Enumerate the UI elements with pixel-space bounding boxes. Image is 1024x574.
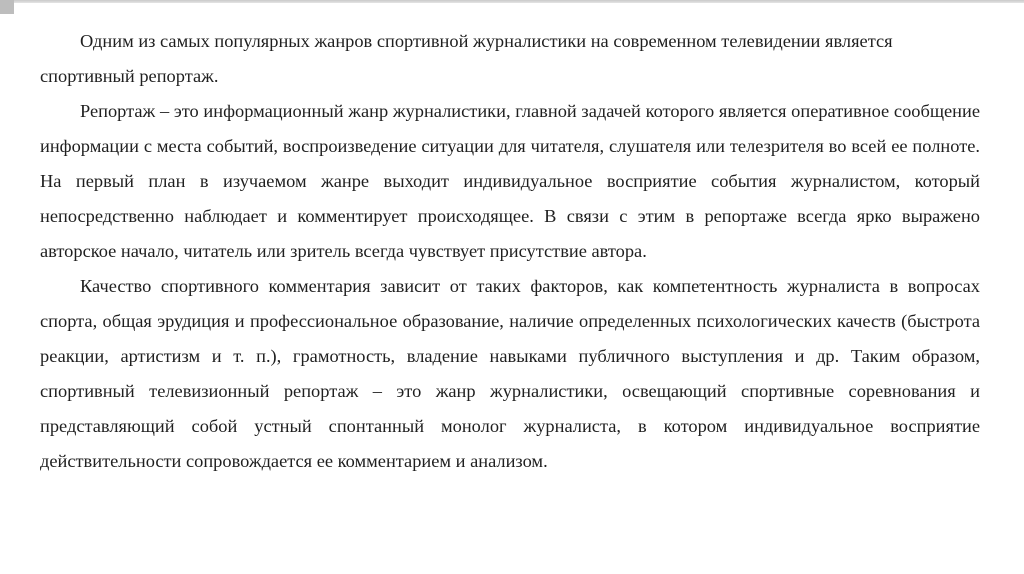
paragraph-commentary-quality: Качество спортивного комментария зависит от таких факторов, как компетентность журналиста в вопросах спорта, общая эрудиция и профессиональное образование, наличие определенных психологических качеств (быстрота реакции, артистизм и т. п.), грамотность, владение навыками публичного выступления и др. Таким образом, спортивный телевизионный репортаж – это жанр журналистики, освещающий спортивные соревнования и представляющий собой устный спонтанный монолог журналиста, в котором индивидуальное восприятие действительности сопровождается ее комментарием и анализом. bbox=[40, 276, 980, 471]
slide-corner-mark bbox=[0, 0, 14, 14]
document-text-block bbox=[40, 24, 980, 479]
paragraph-reportage-definition: Репортаж – это информационный жанр журналистики, главной задачей которого является оперативное сообщение информации с места событий, воспроизведение ситуации для читателя, слушателя или телезрителя во всей ее полноте. На первый план в изучаемом жанре выходит индивидуальное восприятие события журналистом, который непосредственно наблюдает и комментирует происходящее. В связи с этим в репортаже всегда ярко выражено авторское начало, читатель или зритель всегда чувствует присутствие автора. bbox=[40, 101, 980, 261]
paragraph-intro: Одним из самых популярных жанров спортивной журналистики на современном телевидении является спортивный репортаж. bbox=[40, 31, 893, 86]
slide-top-border bbox=[0, 0, 1024, 3]
